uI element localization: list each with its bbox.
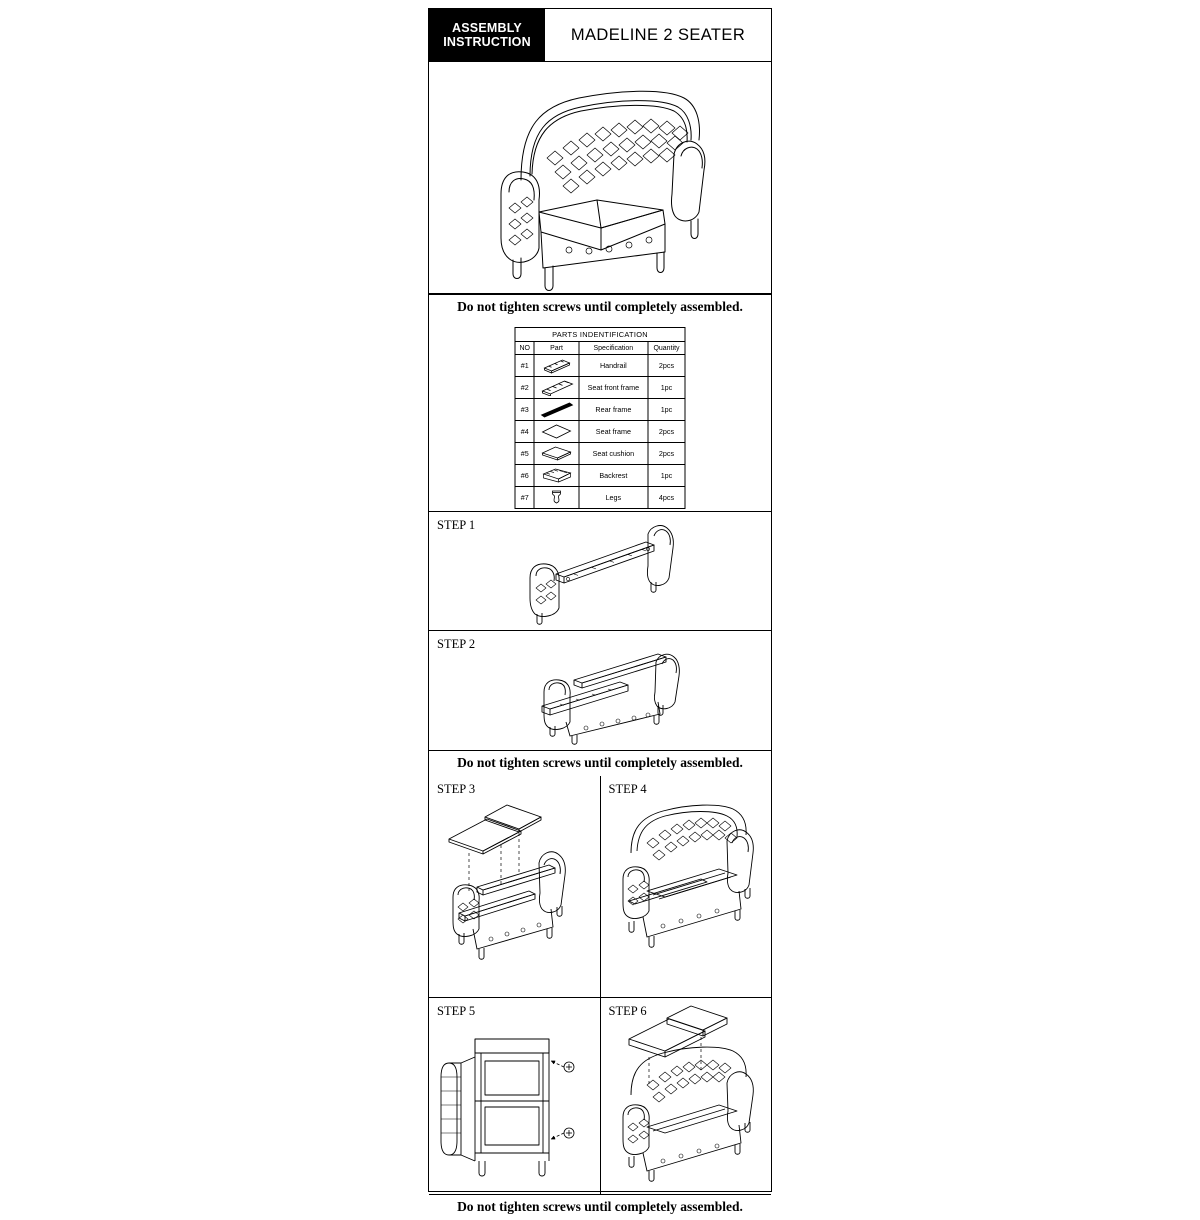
part-qty: 1pc <box>648 465 685 487</box>
step-4-label: STEP 4 <box>608 782 647 796</box>
part-spec: Seat frame <box>579 421 648 443</box>
seat-frame-part-icon <box>534 421 578 443</box>
step-1-section <box>429 512 771 631</box>
step-4-cell <box>600 776 772 997</box>
column-header-quantity: Quantity <box>648 342 685 355</box>
step-2-illustration <box>429 631 771 750</box>
backrest-part-icon <box>534 465 578 487</box>
column-header-specification: Specification <box>579 342 648 355</box>
part-qty: 2pcs <box>648 421 685 443</box>
step-5-cell <box>429 998 600 1194</box>
step-3-label: STEP 3 <box>437 782 476 796</box>
part-no: #1 <box>515 355 534 377</box>
table-row <box>515 377 685 399</box>
step-5-6-section <box>429 998 771 1194</box>
parts-table <box>515 327 686 509</box>
table-row <box>515 399 685 421</box>
part-spec: Handrail <box>579 355 648 377</box>
part-spec: Backrest <box>579 465 648 487</box>
part-spec: Seat cushion <box>579 443 648 465</box>
rear-frame-part-icon <box>534 399 578 421</box>
part-no: #4 <box>515 421 534 443</box>
step-5-illustration <box>429 998 600 1194</box>
step-6-illustration <box>601 998 772 1194</box>
step-2-label: STEP 2 <box>437 637 476 651</box>
step-2-section <box>429 631 771 750</box>
column-header-part: Part <box>534 342 578 355</box>
step-3-cell <box>429 776 600 997</box>
assembly-instruction-badge <box>429 9 545 61</box>
seat-cushion-part-icon <box>534 443 578 465</box>
table-row <box>515 421 685 443</box>
handrail-part-icon <box>534 355 578 377</box>
badge-line-1: ASSEMBLY <box>452 20 522 35</box>
step-6-cell <box>600 998 772 1194</box>
page-title: MADELINE 2 SEATER <box>570 25 746 44</box>
part-qty: 1pc <box>648 377 685 399</box>
column-header-no: NO <box>515 342 534 355</box>
step-3-illustration <box>429 776 600 997</box>
parts-identification-section <box>429 320 771 512</box>
step-1-illustration <box>429 512 771 630</box>
table-row <box>515 465 685 487</box>
legs-part-icon <box>534 487 578 509</box>
table-row <box>515 487 685 509</box>
instruction-sheet <box>428 8 772 1214</box>
step-5-label: STEP 5 <box>437 1004 476 1018</box>
product-illustration-section <box>429 62 771 294</box>
part-no: #7 <box>515 487 534 509</box>
part-no: #3 <box>515 399 534 421</box>
sofa-overview-illustration <box>429 62 771 293</box>
part-spec: Rear frame <box>579 399 648 421</box>
part-spec: Seat front frame <box>579 377 648 399</box>
table-row <box>515 355 685 377</box>
warning-note-3: Do not tighten screws until completely assembled. <box>429 1194 771 1220</box>
part-qty: 2pcs <box>648 355 685 377</box>
step-3-4-section <box>429 776 771 998</box>
seat-front-frame-part-icon <box>534 377 578 399</box>
parts-table-caption: PARTS INDENTIFICATION <box>515 328 685 342</box>
warning-note-1: Do not tighten screws until completely assembled. <box>429 294 771 320</box>
part-no: #2 <box>515 377 534 399</box>
part-no: #6 <box>515 465 534 487</box>
part-no: #5 <box>515 443 534 465</box>
badge-line-2: INSTRUCTION <box>443 35 531 49</box>
table-row <box>515 443 685 465</box>
part-qty: 1pc <box>648 399 685 421</box>
part-qty: 4pcs <box>648 487 685 509</box>
step-1-label: STEP 1 <box>437 518 476 532</box>
step-4-illustration <box>601 776 772 997</box>
step-6-label: STEP 6 <box>608 1004 647 1018</box>
part-qty: 2pcs <box>648 443 685 465</box>
part-spec: Legs <box>579 487 648 509</box>
warning-note-2: Do not tighten screws until completely assembled. <box>429 750 771 776</box>
header <box>429 9 771 62</box>
